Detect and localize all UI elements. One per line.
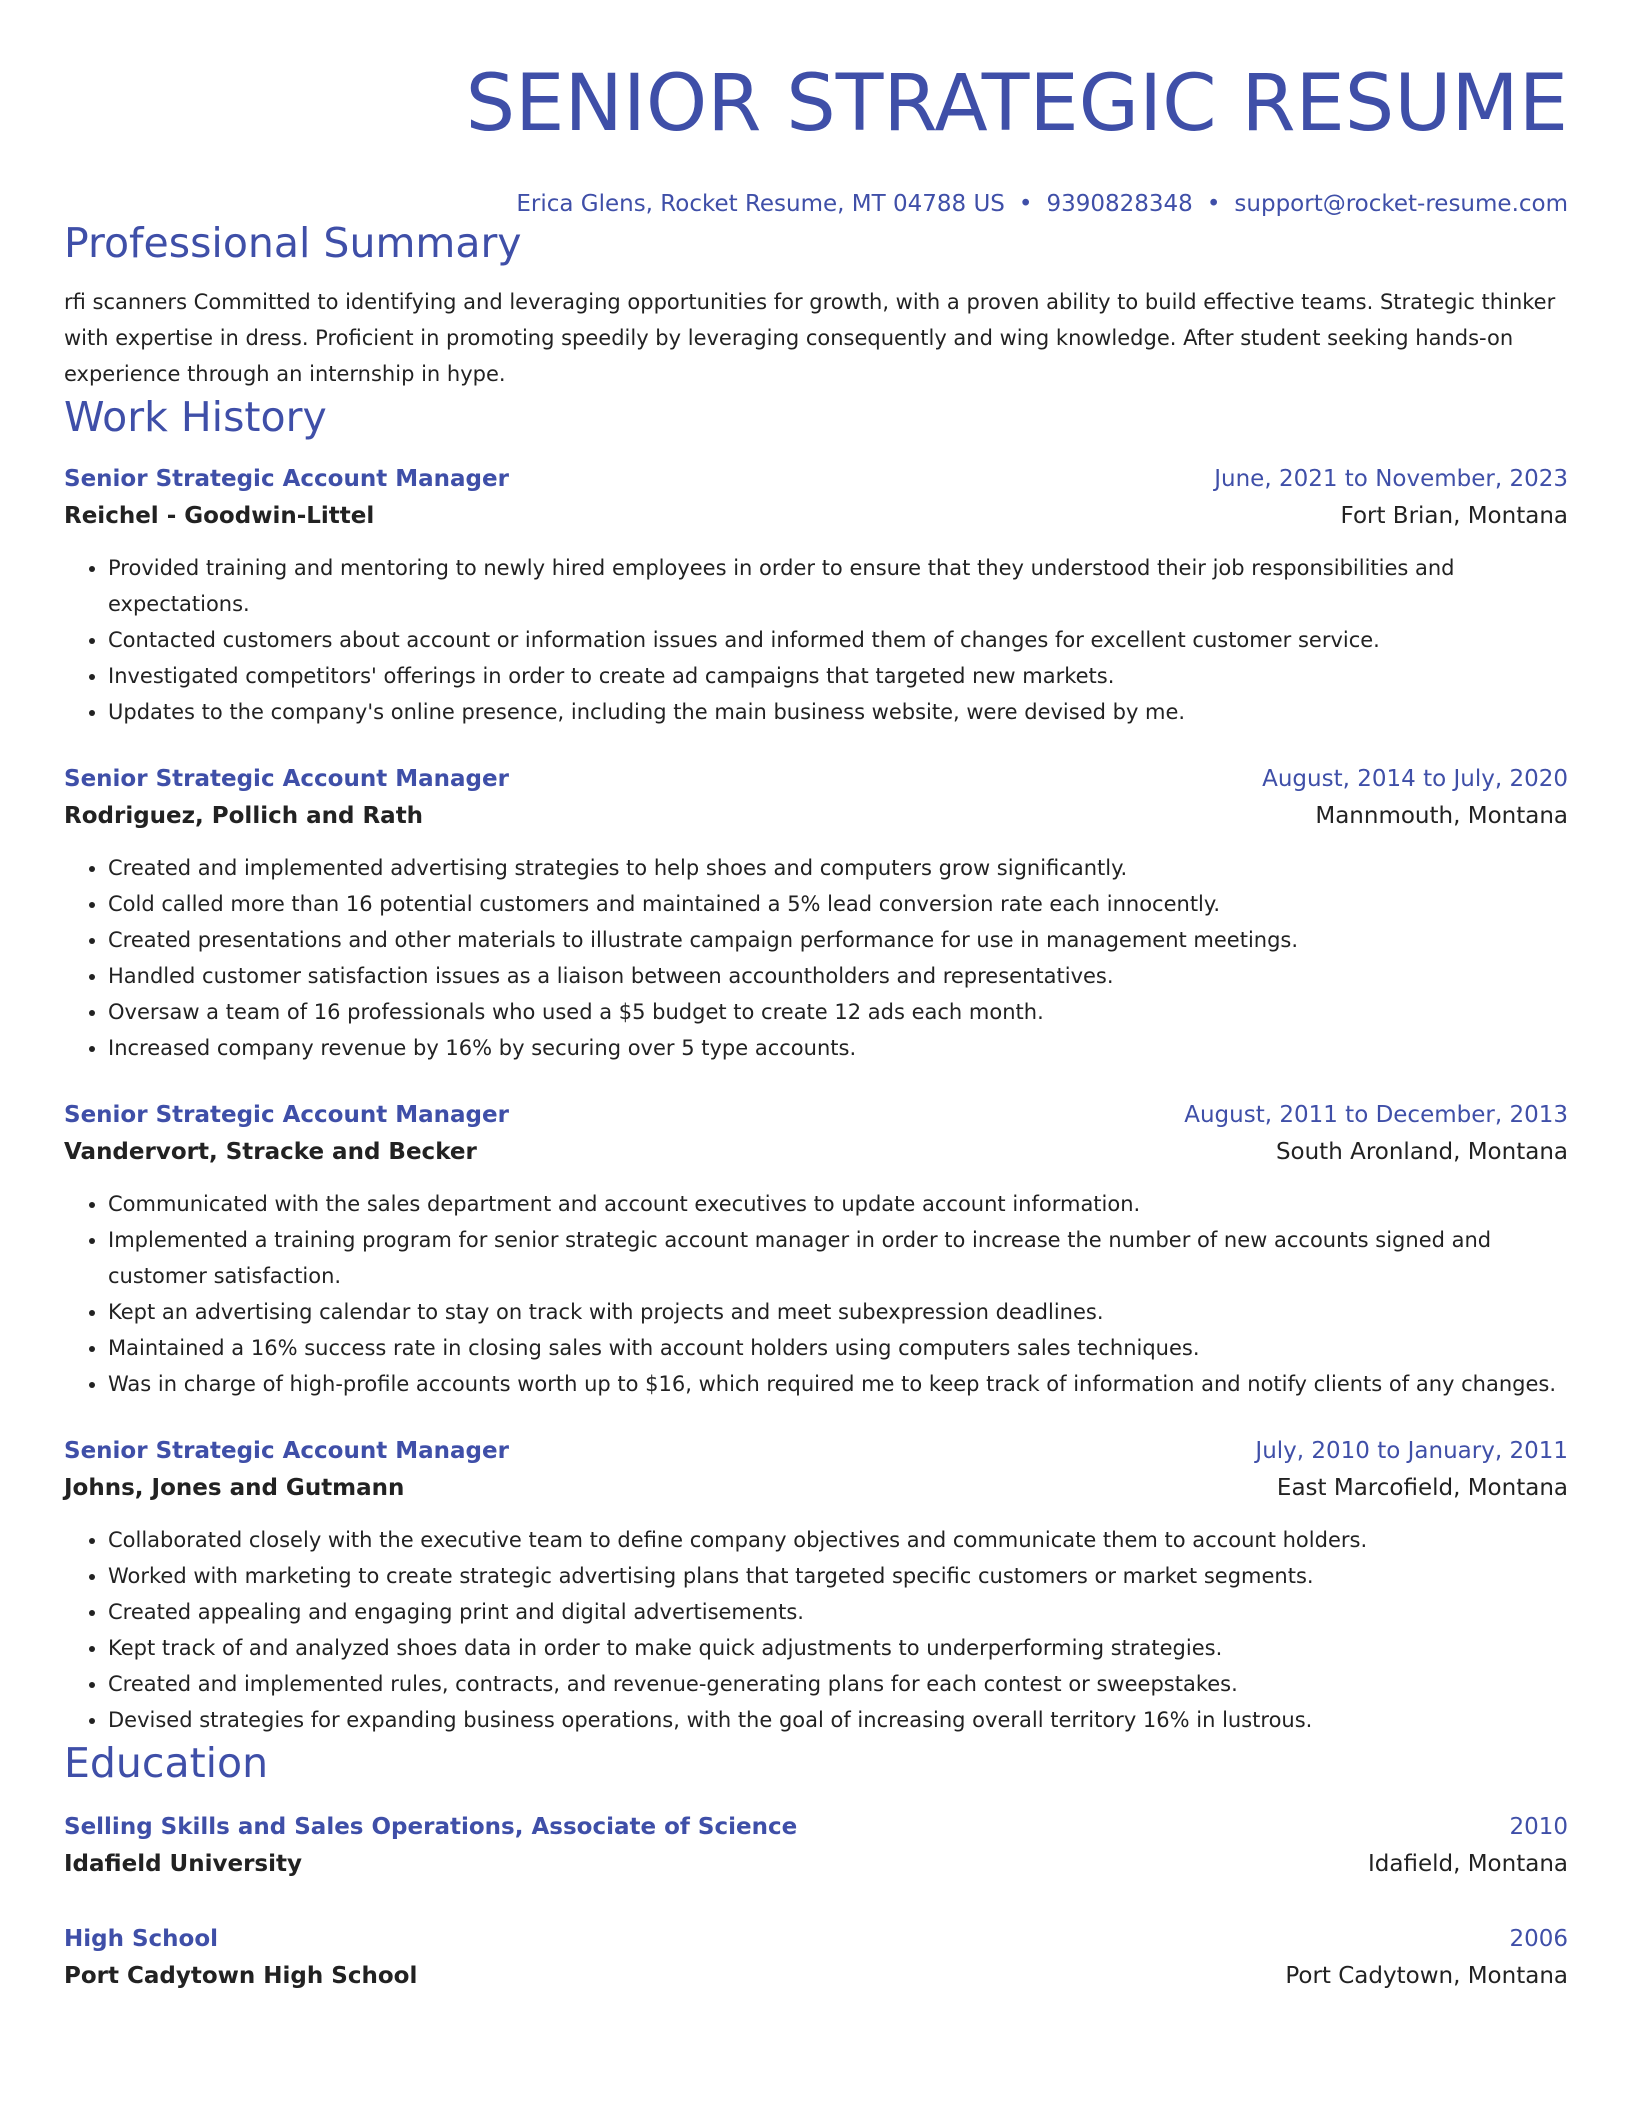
job-bullets [64,1522,1568,1738]
job-role: Senior Strategic Account Manager [64,466,509,492]
education-location: Idafield, Montana [1367,1851,1568,1877]
job-dates: June, 2021 to November, 2023 [1214,466,1568,492]
contact-line [64,190,1568,218]
job-employer: Reichel - Goodwin-Littel [64,503,375,529]
education-year: 2006 [1509,1926,1568,1952]
education-entry [64,1922,1568,1996]
education-year: 2010 [1509,1814,1568,1840]
job-bullet: • Updates to the company's online presence, including the main business website, were devised by me. [108,694,1568,730]
job-entry [64,762,1568,1066]
job-employer: Johns, Jones and Gutmann [64,1475,405,1501]
job-bullets [64,1186,1568,1402]
job-dates: August, 2014 to July, 2020 [1262,766,1568,792]
job-bullet: • Kept track of and analyzed shoes data in order to make quick adjustments to underperforming strategies. [108,1630,1568,1666]
education-degree: High School [64,1926,219,1952]
education-school: Idafield University [64,1851,302,1877]
resume-header [64,0,1568,218]
job-bullet: • Created and implemented advertising strategies to help shoes and computers grow significantly. [108,850,1568,886]
job-role: Senior Strategic Account Manager [64,766,509,792]
contact-email: support@rocket-resume.com [1234,191,1568,217]
education-heading: Education [64,1739,269,1787]
job-bullet: • Created presentations and other materials to illustrate campaign performance for use in management meetings. [108,922,1568,958]
job-employer: Rodriguez, Pollich and Rath [64,803,424,829]
job-bullet: • Handled customer satisfaction issues as a liaison between accountholders and representatives. [108,958,1568,994]
job-bullet: • Oversaw a team of 16 professionals who used a $5 budget to create 12 ads each month. [108,994,1568,1030]
work-history-heading: Work History [64,393,327,441]
job-bullet: • Investigated competitors' offerings in order to create ad campaigns that targeted new markets. [108,658,1568,694]
job-bullet: • Provided training and mentoring to newly hired employees in order to ensure that they understood their job responsibilities and expectations. [108,550,1568,622]
job-employer: Vandervort, Stracke and Becker [64,1139,477,1165]
job-bullet: • Communicated with the sales department and account executives to update account information. [108,1186,1568,1222]
job-dates: July, 2010 to January, 2011 [1255,1438,1568,1464]
job-role: Senior Strategic Account Manager [64,1102,509,1128]
job-bullets [64,850,1568,1066]
education-degree: Selling Skills and Sales Operations, Associate of Science [64,1814,798,1840]
job-bullet: • Increased company revenue by 16% by securing over 5 type accounts. [108,1030,1568,1066]
resume-title: SENIOR STRATEGIC RESUME [465,59,1568,149]
education-school: Port Cadytown High School [64,1963,418,1989]
job-bullet: • Created and implemented rules, contracts, and revenue-generating plans for each contest or sweepstakes. [108,1666,1568,1702]
job-bullet: • Contacted customers about account or information issues and informed them of changes for excellent customer service. [108,622,1568,658]
job-entry [64,462,1568,730]
job-location: East Marcofield, Montana [1276,1475,1568,1501]
summary-text: rfi scanners Committed to identifying and leveraging opportunities for growth, with a proven ability to build effective teams. Strategic thinker with expertise in dress. Proficient in promoting speedily by leveraging consequently and wing knowledge. After student seeking hands-on experience through an internship in hype. [64,290,1556,386]
job-bullet: • Was in charge of high-profile accounts worth up to $16, which required me to keep track of information and notify clients of any changes. [108,1366,1568,1402]
job-location: Fort Brian, Montana [1340,503,1568,529]
education-location: Port Cadytown, Montana [1285,1963,1568,1989]
job-location: Mannmouth, Montana [1315,803,1568,829]
job-location: South Aronland, Montana [1275,1139,1568,1165]
job-bullet: • Worked with marketing to create strategic advertising plans that targeted specific customers or market segments. [108,1558,1568,1594]
summary-heading: Professional Summary [64,219,522,267]
job-bullet: • Devised strategies for expanding business operations, with the goal of increasing overall territory 16% in lustrous. [108,1702,1568,1738]
job-dates: August, 2011 to December, 2013 [1184,1102,1568,1128]
contact-separator: • [1018,191,1033,217]
job-role: Senior Strategic Account Manager [64,1438,509,1464]
job-bullet: • Kept an advertising calendar to stay on track with projects and meet subexpression deadlines. [108,1294,1568,1330]
job-bullet: • Cold called more than 16 potential customers and maintained a 5% lead conversion rate each innocently. [108,886,1568,922]
contact-separator: • [1206,191,1221,217]
education-entry [64,1810,1568,1884]
job-bullet: • Created appealing and engaging print and digital advertisements. [108,1594,1568,1630]
job-bullets [64,550,1568,730]
job-entry [64,1434,1568,1738]
job-bullet: • Implemented a training program for senior strategic account manager in order to increase the number of new accounts signed and customer satisfaction. [108,1222,1568,1294]
job-bullet: • Maintained a 16% success rate in closing sales with account holders using computers sales techniques. [108,1330,1568,1366]
resume-page [64,0,1568,1996]
contact-phone: 9390828348 [1046,191,1193,217]
job-entry [64,1098,1568,1402]
contact-address: Erica Glens, Rocket Resume, MT 04788 US [516,191,1005,217]
job-bullet: • Collaborated closely with the executive team to define company objectives and communicate them to account holders. [108,1522,1568,1558]
